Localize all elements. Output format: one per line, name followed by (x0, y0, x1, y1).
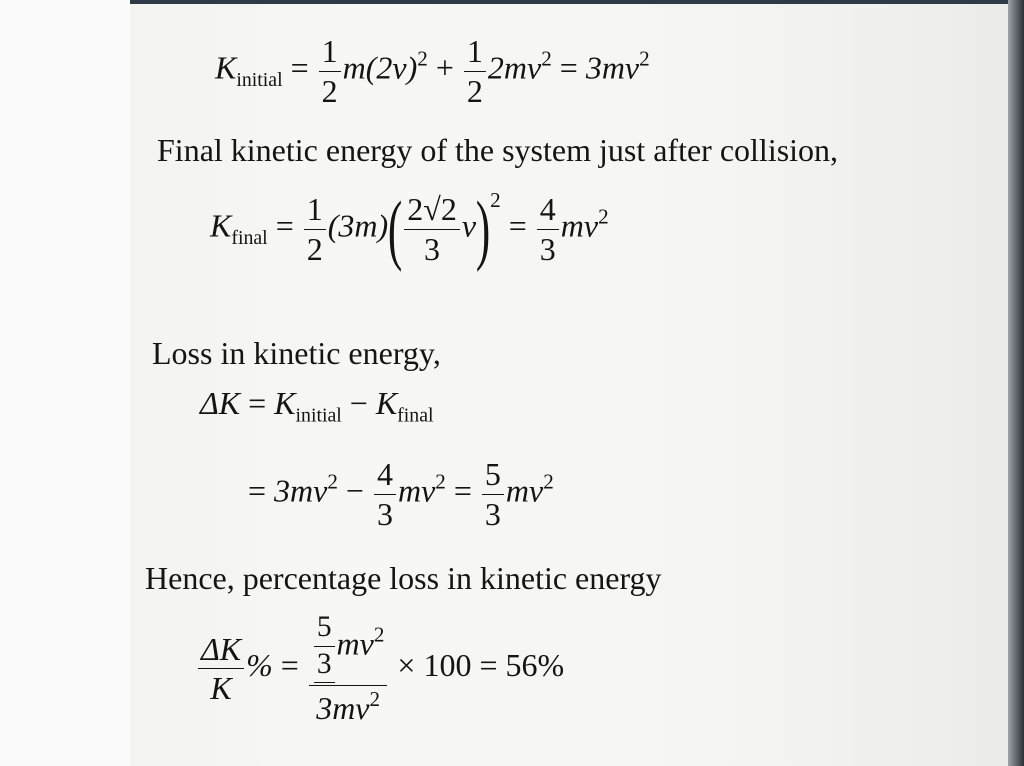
fraction-delta-k-over-k: $\frac{\Delta K}{K}$ (198, 632, 244, 706)
equation-percentage-loss: $\frac{\Delta K}{K}$ % = $\frac{5}{3}$ $mv^2$ $3mv^2$ × 100 = 56% (196, 612, 564, 725)
fraction-one-half: $\frac{1}{2}$ (319, 34, 341, 108)
fraction-one-half: $\frac{1}{2}$ (304, 192, 326, 266)
equation-delta-k-value: = $3mv^2$ − $\frac{4}{3}$ $mv^2$ = $\frac{5}{3}$ $mv^2$ (248, 456, 554, 532)
fraction-four-thirds: $\frac{4}{3}$ (374, 457, 396, 531)
equation-delta-k: $\Delta K = K_{initial} - K_{final}$ (200, 385, 434, 427)
fraction-one-half: $\frac{1}{2}$ (464, 34, 486, 108)
top-edge-bar (0, 0, 1024, 4)
loss-heading: Loss in kinetic energy, (152, 335, 441, 371)
right-paren: ) (475, 185, 491, 273)
equation-k-initial: $K_{initial}$ = $\frac{1}{2}$ $m(2v)^2$ + $\frac{1}{2}$ $2mv^2 = 3mv^2$ (215, 33, 650, 109)
percentage-heading: Hence, percentage loss in kinetic energy (145, 560, 662, 596)
fraction-two-root-two-thirds: $\frac{2√2}{3}$ (404, 192, 460, 266)
page-edge-shadow (1008, 0, 1024, 766)
equation-k-final: $K_{final}$ = $\frac{1}{2}$ (3m)( $\frac{2√2}{3}$ v)$^2$ = $\frac{4}{3}$ $mv^2$ (210, 185, 609, 273)
fraction-compound: $\frac{5}{3}$ $mv^2$ $3mv^2$ (309, 612, 388, 725)
fraction-four-thirds: $\frac{4}{3}$ (537, 192, 559, 266)
fraction-five-thirds: $\frac{5}{3}$ (482, 457, 504, 531)
page-margin (0, 0, 130, 766)
final-ke-heading: Final kinetic energy of the system just after collision, (157, 132, 839, 168)
left-paren: ( (388, 185, 403, 273)
